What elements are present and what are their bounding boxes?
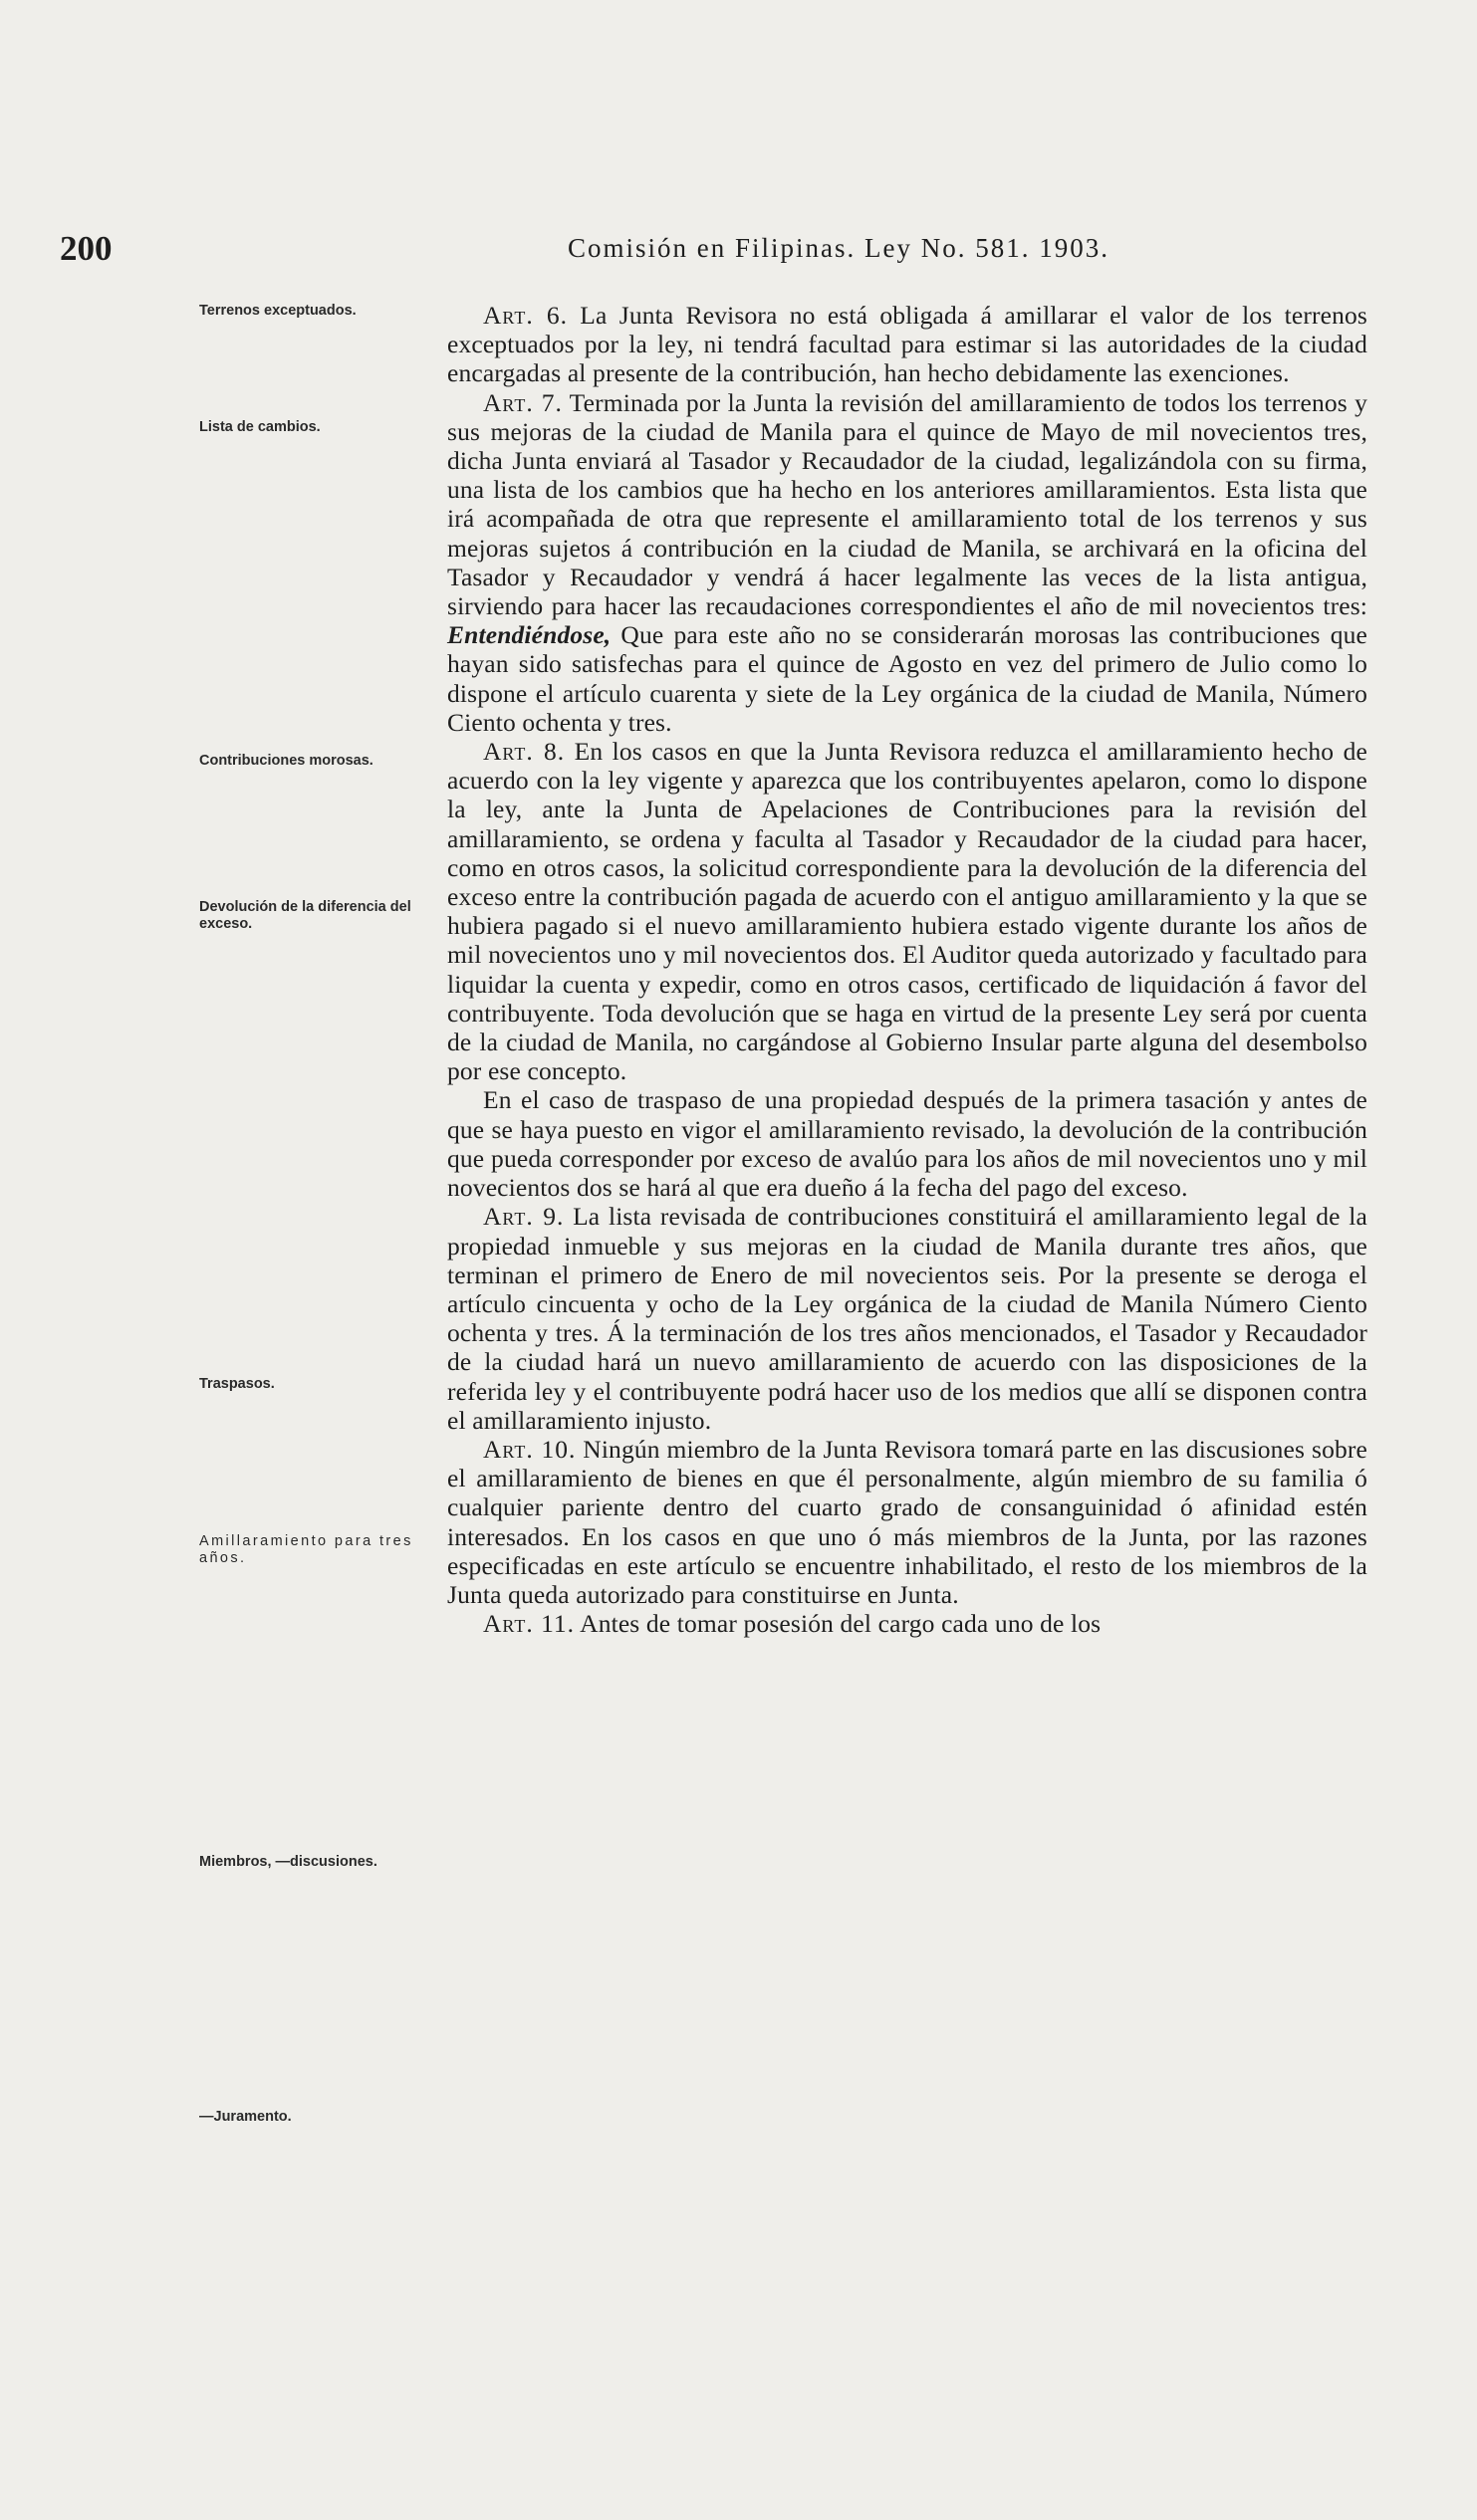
article-label: Art. 7. <box>483 387 563 417</box>
article-label: Art. 11. <box>483 1609 576 1639</box>
margin-note-juramento: —Juramento. <box>199 2109 292 2125</box>
paragraph-text: Antes de tomar posesión del cargo cada uno de los <box>575 1609 1102 1639</box>
margin-note-amillaramiento: Amillaramiento para tres años. <box>199 1533 413 1566</box>
paragraph-text: La lista revisada de contribuciones constituirá el amillaramiento legal de la propiedad inmueble y sus mejoras en la ciudad de Manila durante tres años, que terminan el primero de Enero de mil novecientos seis. Por la presente se deroga el artículo cincuenta y ocho de la Ley orgánica de la ciudad de Manila Número Ciento ochenta y tres. Á la terminación de los tres años mencionados, el Tasador y Recaudador de la ciudad hará un nuevo amillaramiento de acuerdo con las disposiciones de la referida ley y el contribuyente podrá hacer uso de los medios que allí se disponen contra el amillaramiento injusto. <box>447 1202 1367 1435</box>
article-11 <box>447 1609 1367 1638</box>
article-label: Art. 10. <box>483 1434 577 1464</box>
paragraph-text: La Junta Revisora no está obligada á amillarar el valor de los terrenos exceptuados por la ley, ni tendrá facultad para estimar si las autoridades de la ciudad encargadas al presente de la contribución, han hecho debidamente las exenciones. <box>447 301 1367 388</box>
margin-note-devolucion: Devolución de la diferencia del exceso. <box>199 899 411 932</box>
paragraph-text: En el caso de traspaso de una propiedad después de la primera tasación y antes de que se haya puesto en vigor el amillaramiento revisado, la devolución de la contribución que pueda corresponder por exceso de avalúo para los años de mil novecientos uno y mil novecientos dos se hará al que era dueño á la fecha del pago del exceso. <box>447 1085 1367 1203</box>
article-8 <box>447 737 1367 1085</box>
article-label: Art. 8. <box>483 737 566 767</box>
margin-note-miembros: Miembros, —discusiones. <box>199 1854 377 1870</box>
transfer-paragraph <box>447 1085 1367 1202</box>
margin-note-terrenos: Terrenos exceptuados. <box>199 303 357 319</box>
paragraph-text: En los casos en que la Junta Revisora reduzca el amillaramiento hecho de acuerdo con la ley vigente y aparezca que los contribuyentes apelaron, como lo dispone la ley, ante la Junta de Apelaciones de Contribuciones para la revisión del amillaramiento, se ordena y faculta al Tasador y Recaudador de la ciudad para hacer, como en otros casos, la solicitud correspondiente para la devolución de la diferencia del exceso entre la contribución pagada de acuerdo con el antiguo amillaramiento y la que se hubiera pagado si el nuevo amillaramiento hubiera estado vigente durante los años de mil novecientos uno y mil novecientos dos. El Auditor queda autorizado y facultado para liquidar la cuenta y expedir, como en otros casos, certificado de liquidación á favor del contribuyente. Toda devolución que se haga en virtud de la presente Ley será por cuenta de la ciudad de Manila, no cargándose al Gobierno Insular parte alguna del desembolso por ese concepto. <box>447 737 1367 1086</box>
margin-note-lista: Lista de cambios. <box>199 419 321 435</box>
paragraph-text-continued: Que para este año no se considerarán morosas las contribuciones que hayan sido satisfechas para el quince de Agosto en vez del primero de Julio como lo dispone el artículo cuarenta y siete de la Ley orgánica de la ciudad de Manila, Número Ciento ochenta y tres. <box>447 620 1367 737</box>
article-7 <box>447 388 1367 737</box>
article-label: Art. 9. <box>483 1202 565 1232</box>
paragraph-text: Ningún miembro de la Junta Revisora tomará parte en las discusiones sobre el amillaramiento de bienes en que él personalmente, algún miembro de su familia ó cualquier pariente dentro del cuarto grado de consanguinidad ó afinidad estén interesados. En los casos en que uno ó más miembros de la Junta, por las razones especificadas en este artículo se encuentre inhabilitado, el resto de los miembros de la Junta queda autorizado para constituirse en Junta. <box>447 1434 1367 1609</box>
margin-note-traspasos: Traspasos. <box>199 1376 275 1392</box>
article-6 <box>447 301 1367 388</box>
article-9 <box>447 1202 1367 1435</box>
article-label: Art. 6. <box>483 301 568 330</box>
margin-note-contribuciones: Contribuciones morosas. <box>199 753 373 769</box>
running-title: Comisión en Filipinas. Ley No. 581. 1903. <box>568 233 1109 263</box>
article-10 <box>447 1435 1367 1609</box>
running-head <box>60 229 1265 269</box>
proviso-emphasis: Entendiéndose, <box>447 620 612 650</box>
body-text <box>447 301 1367 1638</box>
page-number: 200 <box>60 229 113 268</box>
paragraph-text: Terminada por la Junta la revisión del amillaramiento de todos los terrenos y sus mejoras de la ciudad de Manila para el quince de Mayo de mil novecientos tres, dicha Junta enviará al Tasador y Recaudador de la ciudad, legalizándola con su firma, una lista de los cambios que ha hecho en los anteriores amillaramientos. Esta lista que irá acompañada de otra que represente el amillaramiento total de los terrenos y sus mejoras sujetos á contribución en la ciudad de Manila, se archivará en la oficina del Tasador y Recaudador y vendrá á hacer legalmente las veces de la lista antigua, sirviendo para hacer las recaudaciones correspondientes el año de mil novecientos tres: <box>447 387 1367 621</box>
